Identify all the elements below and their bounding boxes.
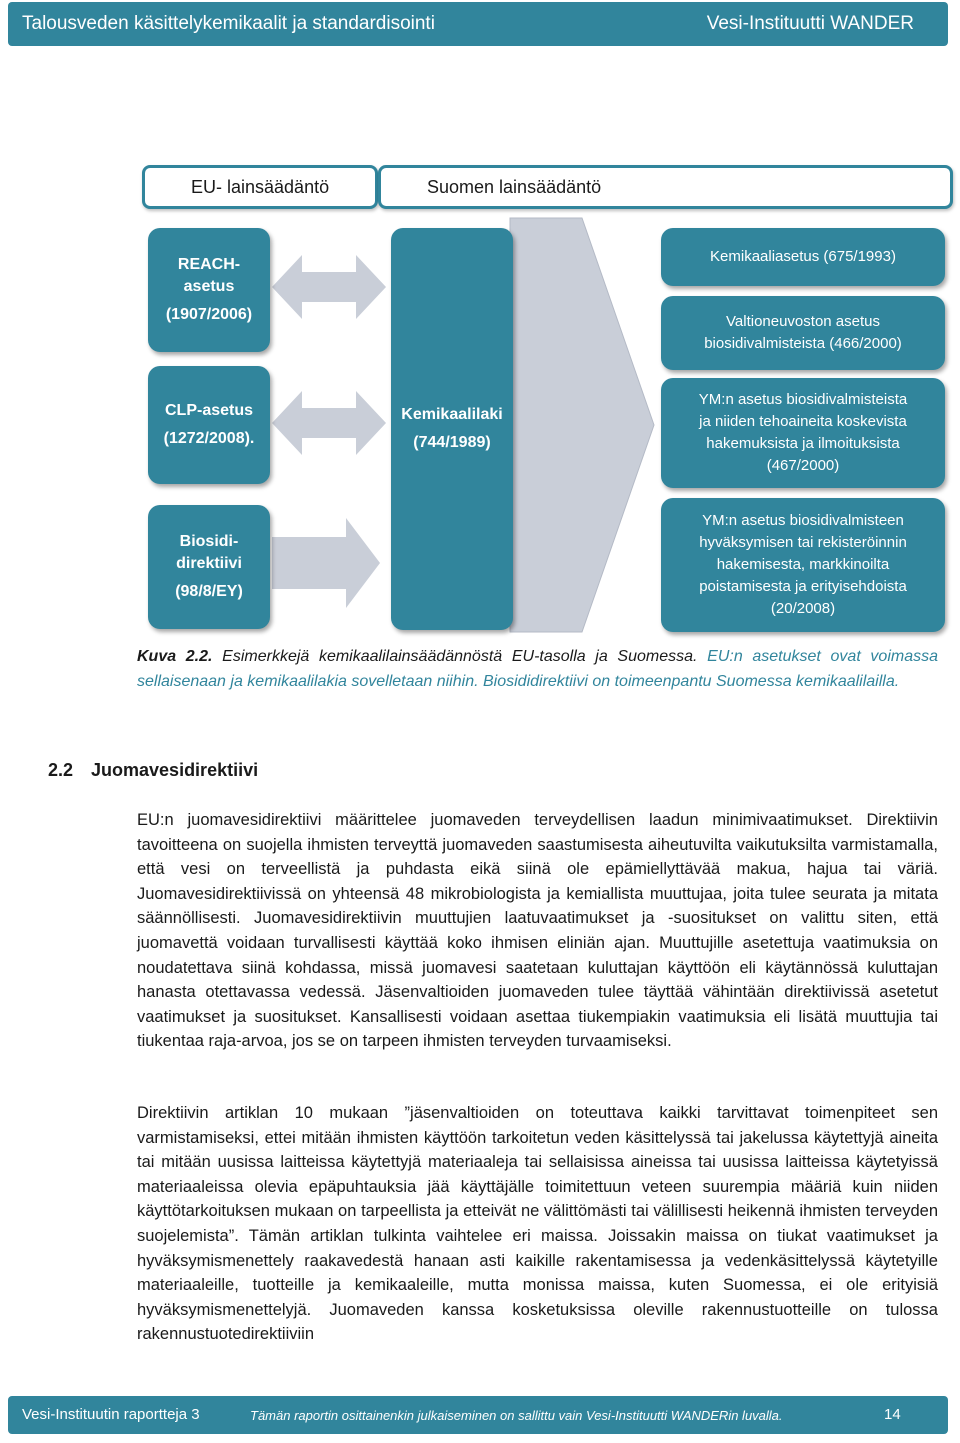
- reach-line-2: asetus: [183, 278, 235, 295]
- decree-4-line-4: poistamisesta ja erityisehdoista: [699, 578, 907, 595]
- paragraph-1: EU:n juomavesidirektiivi määrittelee juomaveden terveydellisen laadun minimivaatimukset. Direktiivin tavoitteena on suojella ihmisten terveyttä juomaveden saastumisesta aiheutuvilta vaikutuksilta varmistamalla, että vesi on terveellistä ja puhdasta eikä siinä ole epämiellyttävää makua, hajua tai väriä. Juomavesidirektiivissä on yhteensä 48 mikrobiologista ja kemiallista muuttujaa, joita tulee seurata ja mitata säännöllisesti. Juomavesidirektiivin muuttujien laatuvaatimukset ja -suositukset on valittu siten, että juomavettä voidaan turvallisesti käyttää koko ihmisen eliniän ajan. Muuttujille asetettuja vaatimuksia on noudatettava siinä kohdassa, missä juomavesi saatetaan kuluttajan käyttöön eli käytännössä kuluttajan hanasta otettavassa vedessä. Jäsenvaltioiden juomaveden tulee täyttää vähintään direktiivissä asetetut vaatimukset ja suositukset. Kansallisesti voidaan asettaa tiukempiakin vaatimuksia eli lisätä muuttujia tai tiukentaa raja-arvoa, jos se on tarpeen ihmisten terveyden turvaamiseksi.: [137, 811, 938, 1051]
- reach-line-1: REACH-: [177, 256, 241, 273]
- box-biocide-directive: [148, 505, 270, 629]
- organization-name: Vesi-Instituutti WANDER: [706, 13, 914, 34]
- section-heading: [48, 760, 258, 781]
- decree-4-line-2: hyväksymisen tai rekisteröinnin: [699, 534, 907, 551]
- chemicals-act-line-1: Kemikaalilaki: [401, 406, 503, 423]
- biocide-line-2: direktiivi: [176, 555, 242, 572]
- box-government-decree: [661, 296, 945, 370]
- decree-3-line-3: hakemuksista ja ilmoituksista: [706, 435, 900, 452]
- paragraph-2: Direktiivin artiklan 10 mukaan ”jäsenvaltioiden on toteuttava kaikki tarvittavat toimenpiteet sen varmistamiseksi, ettei mitään ihmisten käyttöön tarkoitetun veden käsittelyssä tai jakelussa käytettyjä aineita tai mitään uusissa laitteissa käytettyjä materiaaleja tai sellaisissa aineissa tai uusissa laitteissa käytetyissä materiaaleissa olevia epäpuhtauksia jää käyttäjälle toimitettuun veteen suurempia määriä kuin niiden käyttötarkoituksen mukaan on tarpeellista ja etteivät ne välittömästi tai välillisesti heikennä ihmisten terveyden suojelemista”. Tämän artiklan tulkinta vaihtelee eri maissa. Joissakin maissa on tiukat vaatimukset ja hyväksymismenettely raakavedestä hanaan asti kaikille rakentamisessa ja vedenkäsittelyssä käytetyille materiaaleille, tuotteille ja kemikaaleille, mutta monissa maissa, kuten Suomessa, ei ole erityisiä hyväksymismenettelyjä. Juomaveden kanssa kosketuksissa oleville rakennustuotteille on tulossa rakennustuotedirektiiviin: [137, 1104, 938, 1344]
- box-ym-decree-467: [661, 378, 945, 488]
- decree-4-line-3: hakemisesta, markkinoilta: [716, 556, 890, 573]
- caption-text-3: Biosididirektiivi on toimeenpantu Suomessa kemikaalilailla.: [482, 673, 900, 690]
- copyright-notice: Tämän raportin osittainenkin julkaiseminen on sallittu vain Vesi-Instituutti WANDERin luvalla.: [250, 1408, 783, 1423]
- clp-line-2: (1272/2008).: [163, 430, 255, 447]
- decree-3-line-1: YM:n asetus biosidivalmisteista: [698, 391, 908, 408]
- decree-2-line-2: biosidivalmisteista (466/2000): [704, 335, 902, 352]
- figure-caption: [137, 644, 938, 694]
- tab-fi-label: Suomen lainsäädäntö: [427, 176, 602, 197]
- caption-text-1: Esimerkkejä kemikaalilainsäädännöstä EU-tasolla ja Suomessa.: [222, 648, 698, 665]
- box-ym-decree-20: [661, 498, 945, 632]
- section-number: 2.2: [48, 760, 74, 780]
- tab-eu-label: EU- lainsäädäntö: [191, 176, 330, 197]
- biocide-line-3: (98/8/EY): [175, 583, 243, 600]
- caption-text-2: EU:n asetukset ovat voimassa sellaisenaan ja kemikaalilakia sovelletaan niihin.: [137, 648, 939, 690]
- reach-line-3: (1907/2006): [165, 306, 253, 323]
- chemicals-act-line-2: (744/1989): [413, 434, 491, 451]
- single-arrow: [272, 518, 380, 608]
- footer-bar: [8, 1396, 948, 1434]
- double-arrow-2: [272, 391, 386, 455]
- page-number: 14: [884, 1406, 901, 1423]
- biocide-line-1: Biosidi-: [179, 533, 239, 550]
- double-arrow-1: [272, 255, 386, 319]
- decree-1-line-1: Kemikaaliasetus (675/1993): [710, 248, 896, 265]
- report-series: Vesi-Instituutin raportteja 3: [22, 1406, 200, 1423]
- box-clp: [148, 366, 270, 484]
- document-title: Talousveden käsittelykemikaalit ja standardisointi: [22, 13, 435, 34]
- decree-4-line-5: (20/2008): [770, 600, 836, 617]
- decree-4-line-1: YM:n asetus biosidivalmisteen: [702, 512, 904, 529]
- box-reach: [148, 228, 270, 352]
- caption-label: Kuva 2.2.: [137, 648, 213, 665]
- decree-3-line-4: (467/2000): [766, 457, 840, 474]
- big-arrow-shape: [510, 218, 654, 632]
- decree-3-line-2: ja niiden tehoaineita koskevista: [699, 413, 907, 430]
- decree-2-line-1: Valtioneuvoston asetus: [726, 313, 880, 330]
- clp-line-1: CLP-asetus: [164, 402, 254, 419]
- box-chemicals-act: [391, 228, 513, 630]
- section-title: Juomavesidirektiivi: [91, 760, 259, 780]
- box-chemicals-decree: [661, 228, 945, 286]
